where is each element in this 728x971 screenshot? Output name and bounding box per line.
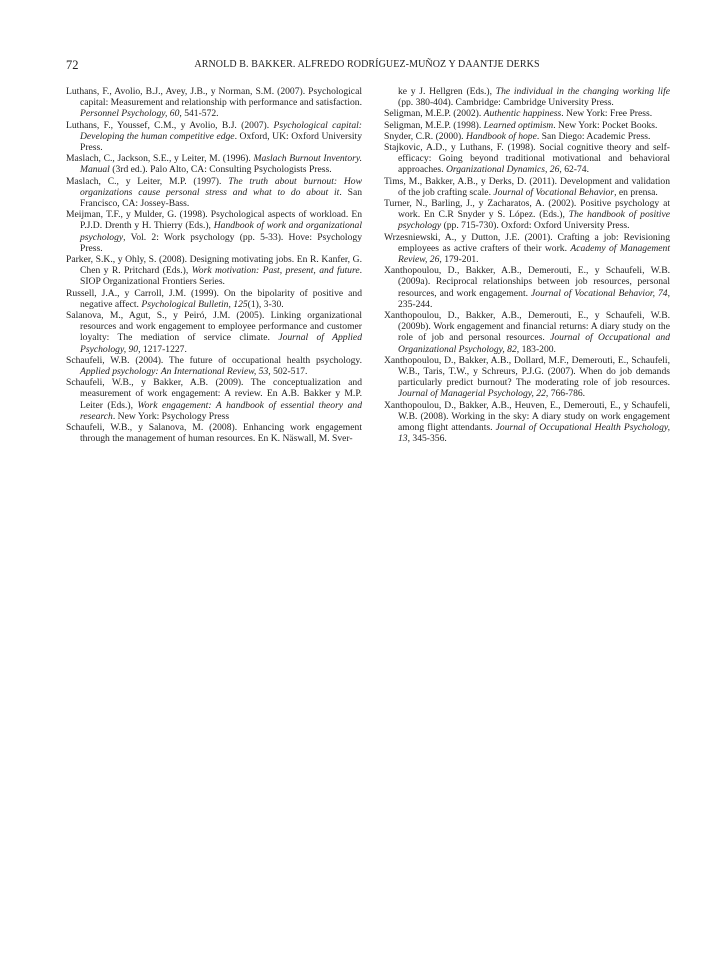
page-number: 72 xyxy=(66,58,79,72)
reference-entry xyxy=(66,176,362,210)
reference-entry xyxy=(384,108,670,119)
page-header xyxy=(66,58,668,74)
reference-text: (pp. 715-730). Oxford: Oxford University Press. xyxy=(441,220,630,232)
reference-title: Applied psychology: An International Review, 53 xyxy=(80,366,269,378)
reference-text: Russell, J.A., y Carroll, J.M. (1999). On the bipolarity of positive and negative affect. xyxy=(66,287,362,310)
reference-text: , 502-517. xyxy=(268,366,308,378)
reference-title: Journal of Applied Psychology, 90 xyxy=(80,332,362,355)
reference-text: , en prensa. xyxy=(614,186,658,198)
reference-title: The truth about burnout: How organizations cause personal stress and what to do about it xyxy=(80,175,362,198)
reference-entry xyxy=(66,377,362,422)
reference-entry xyxy=(66,355,362,377)
reference-text: Schaufeli, W.B. (2004). The future of occupational health psychology. xyxy=(66,354,362,366)
reference-title: Work motivation: Past, present, and future xyxy=(191,265,360,277)
reference-text: Schaufeli, W.B., y Salanova, M. (2008). Enhancing work engagement through the management of human resources. En K. Näswall, M. Sver- xyxy=(66,422,362,445)
reference-entry xyxy=(384,198,670,232)
reference-title: Journal of Occupational and Organizational Psychology, 82 xyxy=(398,332,670,355)
reference-text: Salanova, M., Agut, S., y Peiró, J.M. (2005). Linking organizational resources and work engagement to employee performance and customer loyalty: The mediation of service climate. xyxy=(66,310,362,344)
reference-entry xyxy=(384,355,670,400)
reference-title: Maslach Burnout Inventory. Manual xyxy=(80,153,362,176)
reference-text: Xanthopoulou, D., Bakker, A.B., Demerouti, E., y Schaufeli, W.B. (2009a). Reciprocal relationships between job resources, personal resources, and work engagement. xyxy=(384,265,670,299)
reference-title: Journal of Occupational Health Psychology, 13 xyxy=(398,422,670,445)
reference-title: Personnel Psychology, 60 xyxy=(80,108,180,120)
reference-entry xyxy=(384,86,670,108)
reference-text: Xanthopoulou, D., Bakker, A.B., Demerouti, E., y Schaufeli, W.B. (2009b). Work engagement and financial returns: A diary study on the role of job and personal resources. xyxy=(384,310,670,344)
reference-text: , 345-356. xyxy=(407,433,447,445)
reference-title: Authentic happiness xyxy=(483,108,562,120)
reference-title: Learned optimism xyxy=(483,119,554,131)
reference-text: . Oxford, UK: Oxford University Press. xyxy=(80,130,362,154)
reference-text: Maslach, C., Jackson, S.E., y Leiter, M. (1996). xyxy=(66,153,254,165)
reference-text: , 1217-1227. xyxy=(138,343,187,355)
reference-text: , 62-74. xyxy=(559,164,589,176)
reference-entry xyxy=(384,265,670,310)
reference-text: Luthans, F., Avolio, B.J., Avey, J.B., y Norman, S.M. (2007). Psychological capital: Measurement and relationship with performance and satisfaction. xyxy=(66,86,362,109)
reference-title: Journal of Vocational Behavior xyxy=(493,186,615,198)
reference-text: , 541-572. xyxy=(179,108,219,120)
reference-entry xyxy=(384,142,670,176)
reference-text: Turner, N., Barling, J., y Zacharatos, A. (2002). Positive psychology at work. En C.R Snyder y S. López. (Eds.), xyxy=(384,198,670,221)
reference-text: (pp. 380-404). Cambridge: Cambridge University Press. xyxy=(398,97,614,109)
reference-title: Psychological Bulletin, 125 xyxy=(141,298,248,310)
reference-text: Luthans, F., Youssef, C.M., y Avolio, B.J. (2007). xyxy=(66,119,274,131)
reference-text: , Vol. 2: Work psychology (pp. 5-33). Hove: Psychology Press. xyxy=(80,231,362,254)
reference-text: Tims, M., Bakker, A.B., y Derks, D. (2011). Development and validation of the job crafting scale. xyxy=(384,175,670,198)
reference-text: . SIOP Organizational Frontiers Series. xyxy=(80,265,362,288)
reference-entry xyxy=(66,86,362,120)
reference-text: , 179-201. xyxy=(439,254,479,266)
reference-title: Journal of Vocational Behavior, 74 xyxy=(531,287,668,299)
reference-text: Seligman, M.E.P. (1998). xyxy=(384,119,484,131)
references-column-left xyxy=(66,86,362,445)
reference-text: Parker, S.K., y Ohly, S. (2008). Designing motivating jobs. En R. Kanfer, G. Chen y R. Pritchard (Eds.), xyxy=(66,254,362,277)
reference-entry xyxy=(384,176,670,198)
reference-title: The individual in the changing working life xyxy=(495,86,671,97)
reference-text: . New York: Free Press. xyxy=(561,108,653,120)
reference-title: The handbook of positive psychology xyxy=(398,209,670,232)
reference-text: . San Diego: Academic Press. xyxy=(536,130,651,142)
reference-title: Handbook of work and organizational psychology xyxy=(80,220,362,243)
reference-entry xyxy=(384,131,670,142)
reference-text: Maslach, C., y Leiter, M.P. (1997). xyxy=(66,175,229,187)
reference-text: Meijman, T.F., y Mulder, G. (1998). Psychological aspects of workload. En P.J.D. Drenth y H. Thierry (Eds.), xyxy=(66,209,362,232)
reference-text: Snyder, C.R. (2000). xyxy=(384,130,466,142)
reference-text: , 235-244. xyxy=(398,287,670,310)
reference-entry xyxy=(384,232,670,266)
reference-entry xyxy=(384,400,670,445)
reference-text: Schaufeli, W.B., y Bakker, A.B. (2009). The conceptualization and measurement of work engagement: A review. En A.B. Bakker y M.P. Leiter (Eds.), xyxy=(66,377,362,411)
reference-entry xyxy=(66,310,362,355)
running-head: ARNOLD B. BAKKER. ALFREDO RODRÍGUEZ-MUÑOZ Y DAANTJE DERKS xyxy=(194,59,540,70)
reference-entry xyxy=(66,422,362,444)
reference-title: Journal of Managerial Psychology, 22 xyxy=(398,388,546,400)
reference-text: Wrzesniewski, A., y Dutton, J.E. (2001). Crafting a job: Revisioning employees as active crafters of their work. xyxy=(384,231,670,254)
reference-text: . San Francisco, CA: Jossey-Bass. xyxy=(80,186,363,210)
reference-text: (1), 3-30. xyxy=(247,298,284,310)
reference-entry xyxy=(66,153,362,175)
reference-text: . New York: Psychology Press xyxy=(112,410,230,422)
reference-text: . New York: Pocket Books. xyxy=(553,119,658,131)
reference-text: Xanthopoulou, D., Bakker, A.B., Heuven, E., Demerouti, E., y Schaufeli, W.B. (2008). Working in the sky: A diary study on work engagement among flight attendants. xyxy=(384,399,670,434)
reference-text: , 183-200. xyxy=(516,343,556,355)
reference-title: Work engagement: A handbook of essential theory and research xyxy=(80,399,362,422)
reference-entry xyxy=(66,209,362,254)
reference-text: Stajkovic, A.D., y Luthans, F. (1998). Social cognitive theory and self-efficacy: Going beyond traditional motivational and behavioral approaches. xyxy=(384,142,670,176)
reference-text: (3rd ed.). Palo Alto, CA: Consulting Psychologists Press. xyxy=(109,164,332,176)
reference-title: Handbook of hope xyxy=(465,130,537,142)
reference-entry xyxy=(66,288,362,310)
references-column-right xyxy=(384,86,670,445)
reference-entry xyxy=(66,254,362,288)
reference-text: , 766-786. xyxy=(545,388,586,400)
reference-text: Seligman, M.E.P. (2002). xyxy=(384,108,484,120)
reference-title: Organizational Dynamics, 26 xyxy=(445,164,560,176)
reference-title: Academy of Management Review, 26 xyxy=(398,242,670,266)
reference-entry xyxy=(384,310,670,355)
reference-title: Psychological capital: Developing the human competitive edge xyxy=(80,119,363,142)
reference-text: ke y J. Hellgren (Eds.), xyxy=(398,86,496,97)
reference-entry xyxy=(384,120,670,131)
reference-text: Xanthopoulou, D., Bakker, A.B., Dollard, M.F., Demerouti, E., Schaufeli, W.B., Taris, T.W., y Schreurs, P.J.G. (2007). When do job demands particularly predict burnout? The moderating role of job resources. xyxy=(384,354,670,389)
reference-entry xyxy=(66,120,362,154)
